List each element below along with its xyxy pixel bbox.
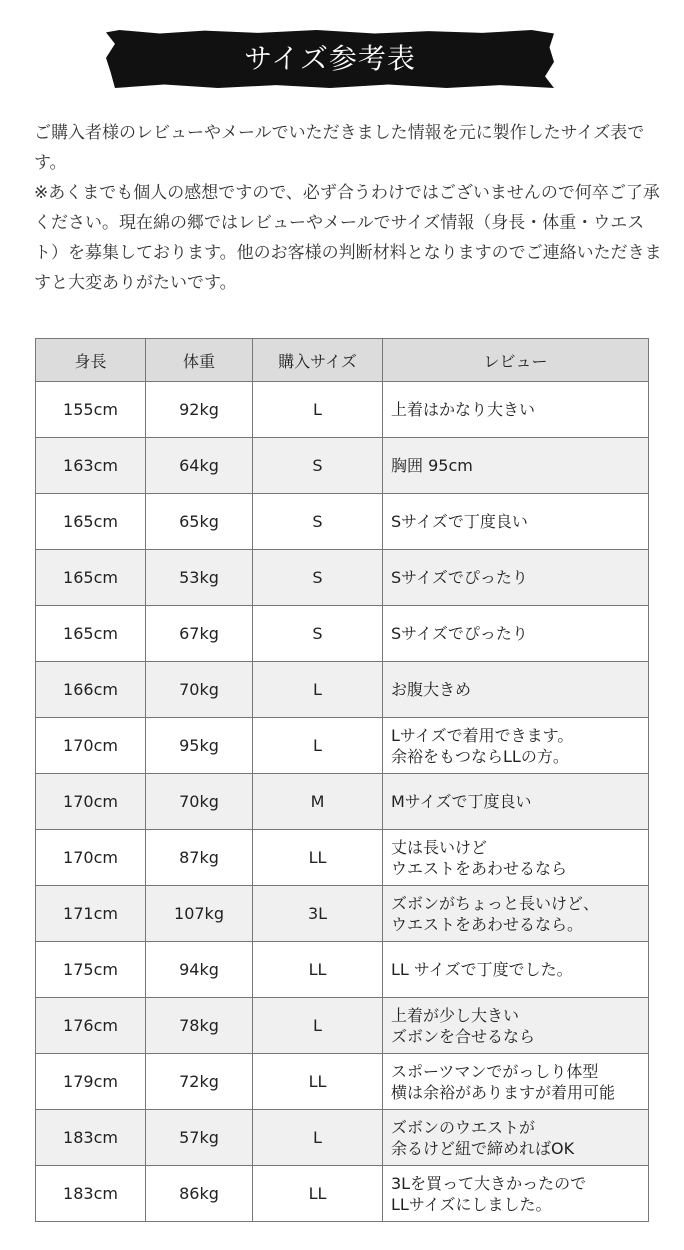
- cell-size: LL: [253, 942, 383, 998]
- cell-weight: 57kg: [146, 1110, 253, 1166]
- header-weight: 体重: [146, 339, 253, 382]
- cell-review: LL サイズで丁度でした。: [383, 942, 649, 998]
- cell-weight: 78kg: [146, 998, 253, 1054]
- cell-size: 3L: [253, 886, 383, 942]
- cell-height: 170cm: [36, 718, 146, 774]
- cell-size: LL: [253, 830, 383, 886]
- cell-height: 175cm: [36, 942, 146, 998]
- cell-height: 165cm: [36, 494, 146, 550]
- cell-size: LL: [253, 1054, 383, 1110]
- table-row: [36, 1110, 649, 1166]
- cell-size: L: [253, 718, 383, 774]
- page-title: サイズ参考表: [244, 42, 416, 75]
- cell-size: S: [253, 606, 383, 662]
- cell-height: 179cm: [36, 1054, 146, 1110]
- cell-height: 163cm: [36, 438, 146, 494]
- table-row: [36, 942, 649, 998]
- cell-height: 176cm: [36, 998, 146, 1054]
- cell-weight: 70kg: [146, 662, 253, 718]
- table-row: [36, 886, 649, 942]
- cell-review: お腹大きめ: [383, 662, 649, 718]
- size-reference-table: [35, 338, 649, 1222]
- cell-review: Sサイズでぴったり: [383, 606, 649, 662]
- cell-height: 155cm: [36, 382, 146, 438]
- cell-review: 3Lを買って大きかったので LLサイズにしました。: [383, 1166, 649, 1222]
- cell-review: Sサイズで丁度良い: [383, 494, 649, 550]
- intro-text: [34, 118, 664, 298]
- cell-height: 171cm: [36, 886, 146, 942]
- cell-height: 170cm: [36, 774, 146, 830]
- cell-height: 170cm: [36, 830, 146, 886]
- table-row: [36, 774, 649, 830]
- cell-weight: 94kg: [146, 942, 253, 998]
- table-row: [36, 718, 649, 774]
- table-row: [36, 494, 649, 550]
- table-row: [36, 1166, 649, 1222]
- cell-weight: 86kg: [146, 1166, 253, 1222]
- cell-weight: 72kg: [146, 1054, 253, 1110]
- cell-size: M: [253, 774, 383, 830]
- cell-weight: 64kg: [146, 438, 253, 494]
- title-banner: [106, 30, 554, 88]
- table-row: [36, 606, 649, 662]
- cell-weight: 67kg: [146, 606, 253, 662]
- table-row: [36, 1054, 649, 1110]
- intro-paragraph-2: ※あくまでも個人の感想ですので、必ず合うわけではございませんので何卒ご了承ください。現在綿の郷ではレビューやメールでサイズ情報（身長・体重・ウエスト）を募集しております。他のお客様の判断材料となりますのでご連絡いただきますと大変ありがたいです。: [34, 183, 662, 293]
- cell-review: Sサイズでぴったり: [383, 550, 649, 606]
- header-review: レビュー: [383, 339, 649, 382]
- cell-height: 166cm: [36, 662, 146, 718]
- cell-size: L: [253, 382, 383, 438]
- cell-review: ズボンがちょっと長いけど、 ウエストをあわせるなら。: [383, 886, 649, 942]
- table-row: [36, 382, 649, 438]
- table-row: [36, 662, 649, 718]
- cell-height: 165cm: [36, 606, 146, 662]
- cell-weight: 92kg: [146, 382, 253, 438]
- table-row: [36, 550, 649, 606]
- cell-review: 胸囲 95cm: [383, 438, 649, 494]
- cell-size: L: [253, 662, 383, 718]
- cell-review: ズボンのウエストが 余るけど紐で締めればOK: [383, 1110, 649, 1166]
- cell-weight: 70kg: [146, 774, 253, 830]
- cell-review: 丈は長いけど ウエストをあわせるなら: [383, 830, 649, 886]
- table-header-row: [36, 339, 649, 382]
- header-purchased-size: 購入サイズ: [253, 339, 383, 382]
- table-row: [36, 830, 649, 886]
- cell-height: 183cm: [36, 1110, 146, 1166]
- cell-review: Mサイズで丁度良い: [383, 774, 649, 830]
- cell-height: 183cm: [36, 1166, 146, 1222]
- cell-review: 上着はかなり大きい: [383, 382, 649, 438]
- cell-size: S: [253, 550, 383, 606]
- table-row: [36, 998, 649, 1054]
- intro-paragraph-1: ご購入者様のレビューやメールでいただきました情報を元に製作したサイズ表です。: [34, 123, 645, 173]
- cell-size: L: [253, 1110, 383, 1166]
- cell-weight: 95kg: [146, 718, 253, 774]
- header-height: 身長: [36, 339, 146, 382]
- cell-review: スポーツマンでがっしり体型 横は余裕がありますが着用可能: [383, 1054, 649, 1110]
- cell-review: Lサイズで着用できます。 余裕をもつならLLの方。: [383, 718, 649, 774]
- cell-size: S: [253, 438, 383, 494]
- cell-weight: 65kg: [146, 494, 253, 550]
- cell-size: L: [253, 998, 383, 1054]
- cell-size: LL: [253, 1166, 383, 1222]
- cell-size: S: [253, 494, 383, 550]
- table-row: [36, 438, 649, 494]
- cell-weight: 87kg: [146, 830, 253, 886]
- cell-review: 上着が少し大きい ズボンを合せるなら: [383, 998, 649, 1054]
- cell-weight: 107kg: [146, 886, 253, 942]
- cell-weight: 53kg: [146, 550, 253, 606]
- cell-height: 165cm: [36, 550, 146, 606]
